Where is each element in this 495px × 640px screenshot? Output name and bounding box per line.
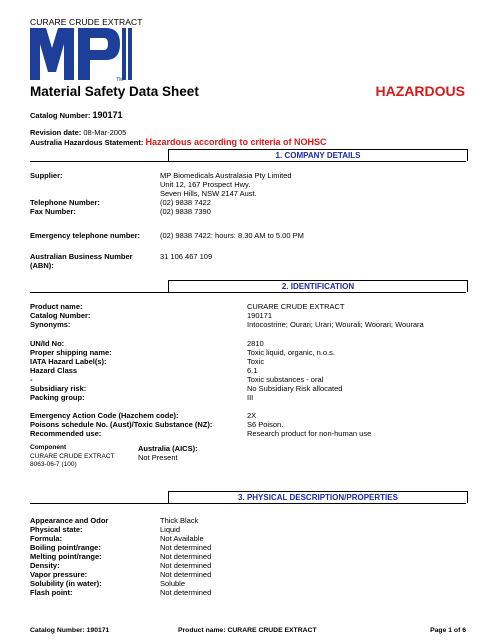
emergency-phone-label: Emergency telephone number: — [30, 231, 141, 240]
aics-value: Not Present — [138, 453, 178, 462]
hazard-dash-label: - — [30, 375, 33, 384]
catalog-number-value: 190171 — [92, 110, 123, 120]
property-value: Not determined — [160, 552, 212, 561]
property-value: Not determined — [160, 570, 212, 579]
property-label: Appearance and Odor — [30, 516, 109, 525]
telephone-label: Telephone Number: — [30, 198, 100, 207]
telephone-value: (02) 9838 7422 — [160, 198, 211, 207]
hazard-label: HAZARDOUS — [375, 83, 465, 99]
component-name: CURARE CRUDE EXTRACT — [30, 453, 115, 460]
property-value: Not determined — [160, 543, 212, 552]
abn-label-line-2: (ABN): — [30, 261, 54, 270]
supplier-line-3: Seven Hills, NSW 2147 Aust. — [160, 189, 257, 198]
property-value: Soluble — [160, 579, 186, 588]
fax-value: (02) 9838 7390 — [160, 207, 211, 216]
component-header: Component — [30, 444, 67, 451]
packing-group-label: Packing group: — [30, 393, 85, 402]
footer-product-name: Product name: CURARE CRUDE EXTRACT — [178, 627, 317, 634]
revision-date-label: Revision date: — [30, 128, 82, 137]
section-2-divider — [30, 292, 466, 293]
poisons-schedule-value: S6 Poison. — [247, 420, 284, 429]
aics-header: Australia (AICS): — [138, 444, 198, 453]
footer-catalog: Catalog Number: 190171 — [30, 627, 110, 634]
property-label: Density: — [30, 561, 60, 570]
catalog-value: 190171 — [247, 311, 273, 320]
iata-value: Toxic — [247, 357, 265, 366]
supplier-line-2: Unit 12, 167 Prospect Hwy. — [160, 180, 251, 189]
synonyms-label: Synonyms: — [30, 320, 71, 329]
component-cas: 8063-06-7 (100) — [30, 461, 77, 468]
subsidiary-risk-label: Subsidiary risk: — [30, 384, 87, 393]
abn-value: 31 106 467 109 — [160, 252, 213, 261]
property-value: Thick Black — [160, 516, 199, 525]
packing-group-value: III — [247, 393, 254, 402]
property-value: Liquid — [160, 525, 181, 534]
logo-graphic — [30, 28, 134, 82]
property-value: Not determined — [160, 561, 212, 570]
footer-page-number: Page 1 of 6 — [430, 627, 466, 634]
supplier-label: Supplier: — [30, 171, 63, 180]
section-3-divider — [30, 503, 466, 504]
transport-block — [30, 339, 466, 402]
property-label: Physical state: — [30, 525, 83, 534]
hazard-class-label: Hazard Class — [30, 366, 78, 375]
hazard-statement-line — [30, 137, 327, 147]
hazard-statement-value: Hazardous according to criteria of NOHSC — [145, 137, 327, 147]
catalog-number-line — [30, 110, 123, 120]
revision-date-line — [30, 128, 126, 137]
identification-block — [30, 302, 466, 329]
physical-properties-block — [30, 516, 466, 597]
document-top-label: CURARE CRUDE EXTRACT — [30, 17, 143, 27]
abn-row — [30, 252, 466, 270]
component-table — [30, 444, 466, 474]
hazchem-value: 2X — [247, 411, 257, 420]
revision-date-value: 08-Mar-2005 — [83, 128, 127, 137]
property-label: Formula: — [30, 534, 63, 543]
supplier-row — [30, 171, 466, 201]
emergency-phone-value: (02) 9838 7422: hours: 8.30 AM to 5.00 PM — [160, 231, 304, 240]
catalog-label: Catalog Number: — [30, 311, 91, 320]
subsidiary-risk-value: No Subsidiary Risk allocated — [247, 384, 343, 393]
section-1-heading: 1. COMPANY DETAILS — [168, 149, 468, 161]
property-label: Flash point: — [30, 588, 73, 597]
hazard-statement-label: Australia Hazardous Statement: — [30, 138, 144, 147]
synonyms-value: Intocostrine; Ourari; Urari; Wourali; Woorari; Wourara — [247, 320, 424, 329]
abn-label-line-1: Australian Business Number — [30, 252, 133, 261]
property-label: Solubility (in water): — [30, 579, 102, 588]
logo-trademark: TM — [116, 77, 124, 82]
catalog-number-label: Catalog Number: — [30, 111, 91, 120]
supplier-line-1: MP Biomedicals Australasia Pty Limited — [160, 171, 292, 180]
mp-biomedicals-logo — [30, 28, 134, 82]
shipping-name-label: Proper shipping name: — [30, 348, 112, 357]
product-name-value: CURARE CRUDE EXTRACT — [247, 302, 345, 311]
hazard-class-value: 6.1 — [247, 366, 258, 375]
un-value: 2810 — [247, 339, 264, 348]
page-title: Material Safety Data Sheet — [30, 84, 199, 99]
un-label: UN/Id No: — [30, 339, 65, 348]
section-3-heading: 3. PHYSICAL DESCRIPTION/PROPERTIES — [168, 491, 468, 503]
hazchem-label: Emergency Action Code (Hazchem code): — [30, 411, 179, 420]
poisons-schedule-label: Poisons schedule No. (Aust)/Toxic Substance (NZ): — [30, 420, 213, 429]
property-label: Boiling point/range: — [30, 543, 101, 552]
recommended-use-label: Recommended use: — [30, 429, 102, 438]
product-name-label: Product name: — [30, 302, 83, 311]
iata-label: IATA Hazard Label(s): — [30, 357, 107, 366]
shipping-name-value: Toxic liquid, organic, n.o.s. — [247, 348, 335, 357]
recommended-use-value: Research product for non-human use — [247, 429, 372, 438]
property-value: Not determined — [160, 588, 212, 597]
hazard-dash-value: Toxic substances - oral — [247, 375, 324, 384]
property-label: Vapor pressure: — [30, 570, 88, 579]
section-2-heading: 2. IDENTIFICATION — [168, 280, 468, 292]
regulatory-block — [30, 411, 466, 438]
section-1-divider — [30, 161, 466, 162]
fax-label: Fax Number: — [30, 207, 76, 216]
property-label: Melting point/range: — [30, 552, 102, 561]
property-value: Not Available — [160, 534, 204, 543]
